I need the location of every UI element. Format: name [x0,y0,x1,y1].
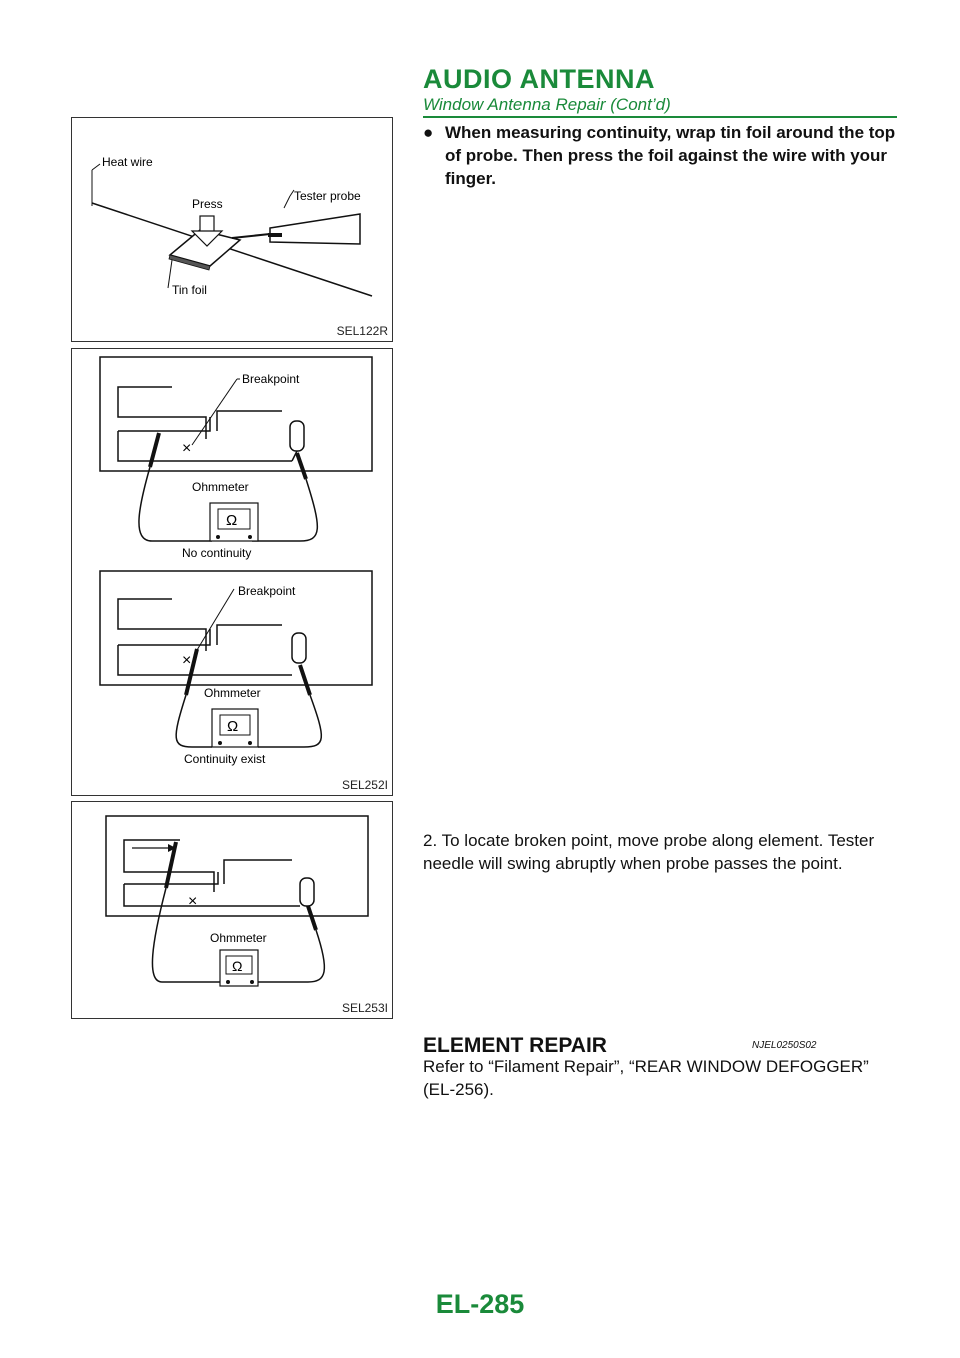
label-tester-probe: Tester probe [294,189,361,203]
header-rule [423,116,897,118]
figure-code: SEL252I [341,778,388,792]
label-press: Press [192,197,223,211]
step-2-text: To locate broken point, move probe along element. Tester needle will swing abruptly when probe passes the point. [423,831,875,873]
omega-top: Ω [226,512,238,529]
figure-code: SEL122R [336,324,388,338]
omega: Ω [232,958,243,974]
section-code: NJEL0250S02 [752,1040,817,1051]
figure-locate-drawing [72,802,394,1020]
figure-continuity-check [71,348,393,796]
label-tin-foil: Tin foil [172,283,207,297]
bullet-text: When measuring continuity, wrap tin foil around the top of probe. Then press the foil against the wire with your finger. [445,123,896,188]
svg-text:×: × [182,652,192,669]
bullet-symbol: ● [423,123,434,142]
label-ohmmeter-top: Ohmmeter [192,480,249,494]
section-text: Refer to “Filament Repair”, “REAR WINDOW DEFOGGER” (EL-256). [423,1057,869,1099]
label-ohmmeter-bottom: Ohmmeter [204,686,261,700]
caption-continuity-exist: Continuity exist [184,752,266,766]
label-ohmmeter: Ohmmeter [210,931,267,945]
page-number: EL-285 [435,1289,525,1319]
page-subtitle: Window Antenna Repair (Cont’d) [423,95,671,114]
label-breakpoint-top: Breakpoint [242,372,300,386]
label-breakpoint-bottom: Breakpoint [238,584,296,598]
figure-tin-foil-drawing [72,118,394,343]
svg-text:×: × [182,440,192,457]
step-2-number: 2. [423,831,438,850]
step-2 [423,829,899,875]
label-heat-wire: Heat wire [102,155,153,169]
figure-tin-foil-probe [71,117,393,342]
caption-no-continuity: No continuity [182,546,252,560]
figure-code: SEL253I [341,1001,388,1015]
omega-bottom: Ω [227,718,239,735]
figure-locate-broken-point [71,801,393,1019]
page-title: AUDIO ANTENNA [423,64,655,94]
svg-text:×: × [188,893,198,910]
figure-continuity-drawing [72,349,394,797]
bullet-note [423,121,899,190]
section-heading: ELEMENT REPAIR [423,1034,607,1057]
